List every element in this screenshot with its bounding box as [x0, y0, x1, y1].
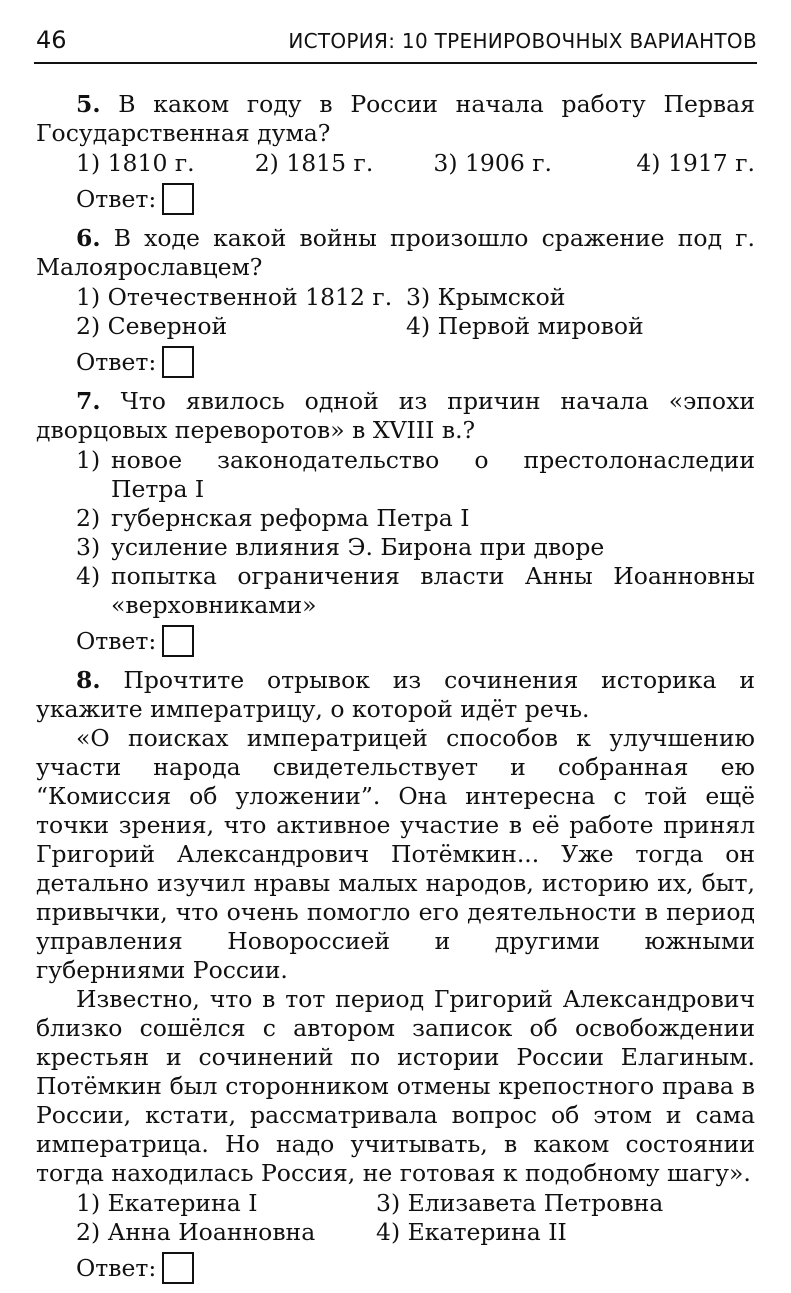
option-number: 1) [76, 446, 101, 474]
answer-row [36, 1249, 755, 1287]
answer-options [36, 446, 755, 620]
answer-box[interactable] [162, 346, 194, 378]
question-number: 7. [76, 387, 101, 415]
answer-box[interactable] [162, 183, 194, 215]
question-body: Что явилось одной из причин начала «эпохи дворцовых переворотов» в XVIII в.? [36, 387, 755, 444]
option-2: 2) 1815 г. [254, 149, 374, 177]
option-number: 3) [76, 533, 101, 561]
question-number: 5. [76, 90, 101, 118]
answer-row [36, 343, 755, 381]
option-2: 2) Анна Иоанновна [76, 1218, 316, 1246]
page-header [34, 22, 757, 64]
answer-box[interactable] [162, 1252, 194, 1284]
answer-options [36, 283, 755, 341]
option-text: губернская реформа Петра I [111, 504, 470, 532]
running-title: ИСТОРИЯ: 10 ТРЕНИРОВОЧНЫХ ВАРИАНТОВ [288, 29, 757, 53]
answer-row [36, 622, 755, 660]
question-6 [36, 224, 755, 381]
option-text: попытка ограничения власти Анны Иоанновны «верховниками» [111, 562, 755, 619]
option-1: 1) Отечественной 1812 г. [76, 283, 393, 311]
answer-options [36, 149, 755, 178]
option-3 [76, 533, 755, 562]
answer-label: Ответ: [76, 347, 157, 376]
option-number: 2) [76, 504, 101, 532]
question-7 [36, 387, 755, 660]
page-number: 46 [36, 26, 67, 54]
question-body: В каком году в России начала работу Первая Государственная дума? [36, 90, 755, 147]
answer-row [36, 180, 755, 218]
answer-label: Ответ: [76, 184, 157, 213]
option-4: 4) 1917 г. [636, 149, 756, 177]
question-8 [36, 666, 755, 1287]
option-3: 3) Крымской [406, 283, 566, 311]
option-1 [76, 446, 755, 504]
page-content [36, 90, 755, 1293]
option-text: усиление влияния Э. Бирона при дворе [111, 533, 605, 561]
option-text: новое законодательство о престолонаследии Петра I [111, 446, 755, 503]
option-4 [76, 562, 755, 620]
option-1: 1) Екатерина I [76, 1189, 258, 1217]
answer-label: Ответ: [76, 626, 157, 655]
question-text [36, 224, 755, 282]
historian-passage-paragraph-2: Известно, что в тот период Григорий Александрович близко сошёлся с автором записок об освобождении крестьян и сочинений по истории России Елагиным. Потёмкин был сторонником отмены крепостного права в России, кстати, рассматривала вопрос об этом и сама императрица. Но надо учитывать, в каком состоянии тогда находилась Россия, не готовая к подобному шагу». [36, 985, 755, 1187]
question-5 [36, 90, 755, 218]
historian-passage-paragraph-1: «О поисках императрицей способов к улучшению участи народа свидетельствует и собранная ею “Комиссия об уложении”. Она интересна с той ещё точки зрения, что активное участие в её работе принял Григорий Александрович Потёмкин... Уже тогда он детально изучил нравы малых народов, историю их, быт, привычки, что очень помогло его деятельности в период управления Новороссией и другими южными губерниями России. [36, 724, 755, 984]
answer-label: Ответ: [76, 1253, 157, 1282]
question-text [36, 387, 755, 445]
answer-box[interactable] [162, 625, 194, 657]
option-1: 1) 1810 г. [76, 149, 195, 177]
option-4: 4) Первой мировой [406, 312, 644, 340]
answer-options [36, 1189, 755, 1247]
option-4: 4) Екатерина II [376, 1218, 567, 1246]
option-2: 2) Северной [76, 312, 228, 340]
option-number: 4) [76, 562, 101, 590]
option-3: 3) Елизавета Петровна [376, 1189, 664, 1217]
question-number: 8. [76, 666, 101, 694]
option-3: 3) 1906 г. [433, 149, 553, 177]
question-body: Прочтите отрывок из сочинения историка и укажите императрицу, о которой идёт речь. [36, 666, 755, 723]
question-text [36, 666, 755, 724]
option-2 [76, 504, 755, 533]
question-text [36, 90, 755, 148]
question-number: 6. [76, 224, 101, 252]
question-body: В ходе какой войны произошло сражение под г. Малоярославцем? [36, 224, 755, 281]
